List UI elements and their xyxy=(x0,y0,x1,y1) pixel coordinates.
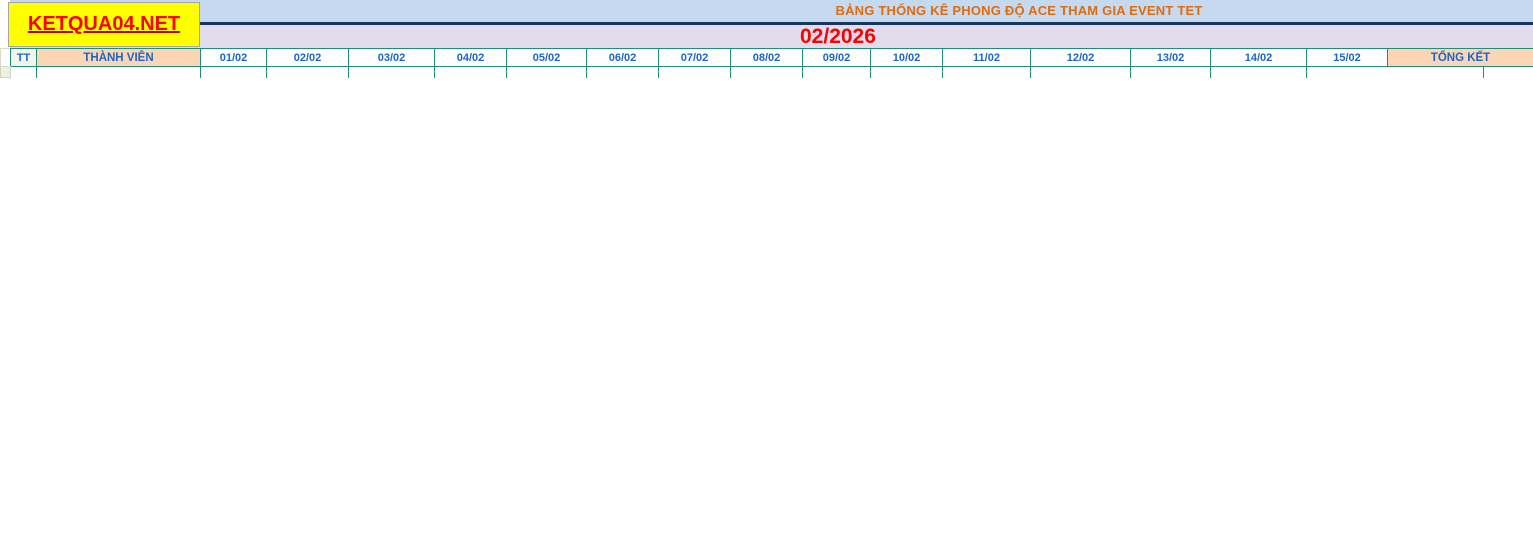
col-header-date[interactable]: 14/02 xyxy=(1211,49,1307,67)
empty-cell xyxy=(349,67,435,78)
empty-cell xyxy=(435,67,507,78)
empty-cell xyxy=(1031,67,1131,78)
col-header-date[interactable]: 07/02 xyxy=(659,49,731,67)
col-header-date[interactable]: 13/02 xyxy=(1131,49,1211,67)
col-header-date[interactable]: 10/02 xyxy=(871,49,943,67)
site-logo-text: KETQUA04.NET xyxy=(27,13,181,35)
empty-cell xyxy=(1307,67,1484,78)
partial-row xyxy=(1,67,1533,78)
banner-row xyxy=(10,0,1533,25)
empty-cell xyxy=(1211,67,1307,78)
empty-cell xyxy=(11,67,37,78)
empty-cell xyxy=(37,67,201,78)
empty-cell xyxy=(201,67,267,78)
col-header-date[interactable]: 09/02 xyxy=(803,49,871,67)
col-header-date[interactable]: 08/02 xyxy=(731,49,803,67)
col-header-date[interactable]: 04/02 xyxy=(435,49,507,67)
col-header-date[interactable]: 02/02 xyxy=(267,49,349,67)
col-header-date[interactable]: 01/02 xyxy=(201,49,267,67)
empty-cell xyxy=(659,67,731,78)
empty-cell xyxy=(587,67,659,78)
page-title: BẢNG THỐNG KÊ PHONG ĐỘ ACE THAM GIA EVENT TET xyxy=(835,3,1203,18)
empty-cell xyxy=(1,67,11,78)
gutter-header xyxy=(1,49,11,67)
month-row xyxy=(10,25,1533,48)
stats-table xyxy=(0,48,1533,78)
site-logo[interactable] xyxy=(8,2,200,47)
empty-cell xyxy=(803,67,871,78)
empty-cell xyxy=(871,67,943,78)
empty-cell xyxy=(1131,67,1211,78)
empty-cell xyxy=(731,67,803,78)
col-header-date[interactable]: 12/02 xyxy=(1031,49,1131,67)
col-header-date[interactable]: 03/02 xyxy=(349,49,435,67)
col-header-date[interactable]: 06/02 xyxy=(587,49,659,67)
col-header-summary[interactable]: TỔNG KẾT xyxy=(1388,49,1533,67)
col-header-date[interactable]: 15/02 xyxy=(1307,49,1388,67)
empty-cell xyxy=(507,67,587,78)
empty-cell xyxy=(943,67,1031,78)
col-header-tt[interactable]: TT xyxy=(11,49,37,67)
header-row xyxy=(1,49,1533,67)
col-header-date[interactable]: 11/02 xyxy=(943,49,1031,67)
month-label: 02/2026 xyxy=(800,24,876,48)
col-header-date[interactable]: 05/02 xyxy=(507,49,587,67)
col-header-member[interactable]: THÀNH VIÊN xyxy=(37,49,201,67)
empty-cell xyxy=(267,67,349,78)
